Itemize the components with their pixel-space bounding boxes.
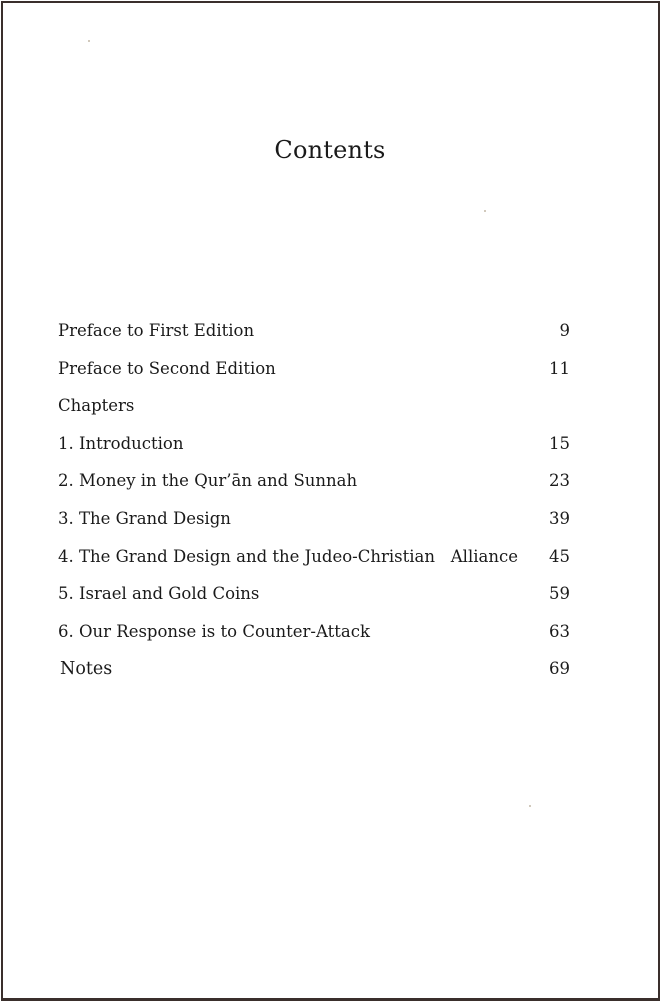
- toc-page-number: 45: [549, 546, 570, 566]
- toc-entry-preface-first-edition[interactable]: [58, 318, 570, 356]
- toc-entry-title: 4. The Grand Design and the Judeo-Christian Alliance: [58, 546, 518, 566]
- toc-entry-chapter-6[interactable]: [58, 619, 570, 657]
- toc-section-heading: Chapters: [58, 396, 135, 416]
- paper-speck: [88, 40, 90, 42]
- toc-page-number: 59: [549, 584, 570, 604]
- toc-page-number: 23: [549, 471, 570, 491]
- toc-entry-title: Notes: [60, 659, 113, 680]
- toc-entry-title: 5. Israel and Gold Coins: [58, 584, 260, 604]
- toc-page-number: 9: [559, 321, 570, 340]
- toc-entry-notes[interactable]: [58, 656, 570, 694]
- toc-entry-title: Preface to First Edition: [58, 321, 255, 340]
- toc-entry-preface-second-edition[interactable]: [58, 356, 570, 394]
- toc-section-chapters: [58, 393, 570, 431]
- toc-entry-chapter-2[interactable]: [58, 468, 570, 506]
- toc-entry-chapter-5[interactable]: [58, 581, 570, 619]
- paper-speck: [529, 805, 531, 807]
- toc-page-number: 15: [549, 433, 570, 453]
- toc-entry-chapter-3[interactable]: [58, 506, 570, 544]
- toc-entry-title: Preface to Second Edition: [58, 358, 276, 378]
- toc-entry-title: 6. Our Response is to Counter-Attack: [58, 621, 370, 641]
- toc-page-number: 39: [549, 508, 570, 528]
- toc-page-number: 11: [549, 358, 570, 378]
- toc-entry-title: 1. Introduction: [58, 433, 184, 453]
- toc-page-number: 63: [549, 621, 570, 641]
- toc-page-number: 69: [549, 659, 570, 679]
- toc-entry-title: 2. Money in the Qur’ān and Sunnah: [58, 471, 358, 491]
- toc-entry-chapter-1[interactable]: [58, 431, 570, 469]
- table-of-contents: [58, 318, 570, 694]
- toc-entry-chapter-4[interactable]: [58, 544, 570, 582]
- page-title: Contents: [274, 136, 386, 164]
- toc-entry-title: 3. The Grand Design: [58, 508, 231, 528]
- paper-speck: [484, 210, 486, 212]
